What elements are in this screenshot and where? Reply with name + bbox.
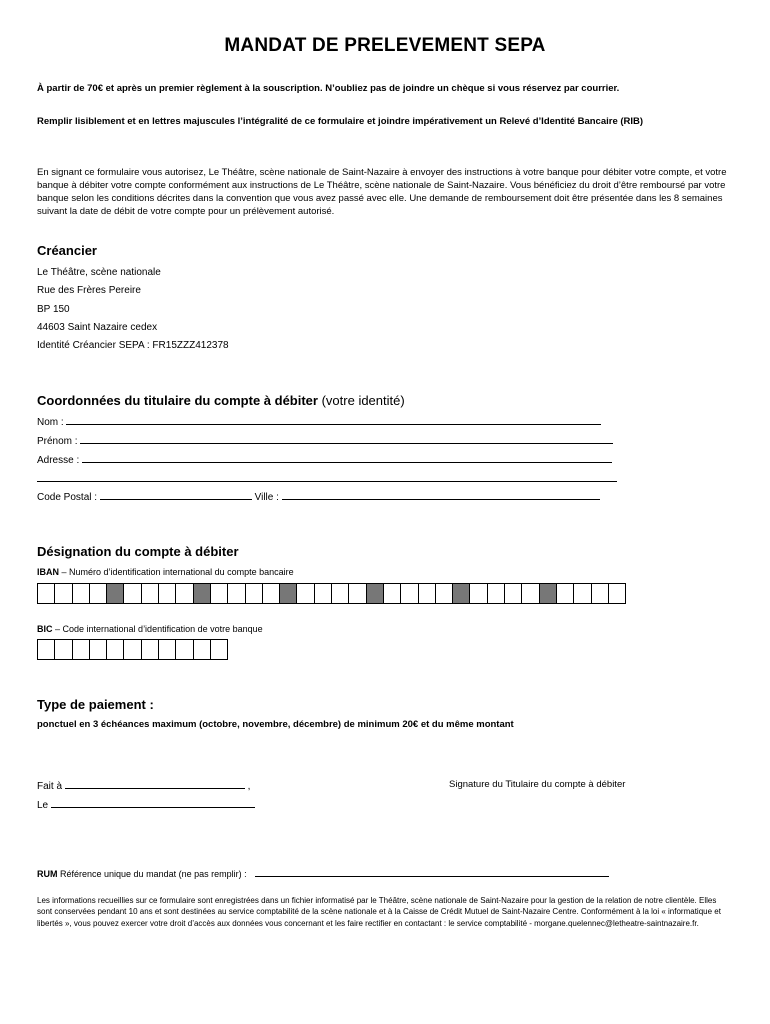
- iban-desc: – Numéro d’identification international du compte bancaire: [59, 567, 294, 577]
- adresse-field[interactable]: [82, 452, 612, 463]
- char-box[interactable]: [592, 584, 609, 603]
- creancier-line: 44603 Saint Nazaire cedex: [37, 321, 158, 333]
- char-box[interactable]: [401, 584, 418, 603]
- iban-separator-box: [540, 584, 557, 603]
- bic-desc: – Code international d’identification de votre banque: [52, 624, 263, 634]
- prenom-label: Prénom :: [37, 436, 78, 447]
- iban-input-grid[interactable]: [37, 583, 626, 604]
- char-box[interactable]: [263, 584, 280, 603]
- le-label: Le: [37, 800, 49, 811]
- ville-label: Ville :: [254, 492, 279, 503]
- ville-field[interactable]: [282, 489, 600, 500]
- creancier-heading: Créancier: [37, 243, 97, 258]
- iban-separator-box: [107, 584, 124, 603]
- char-box[interactable]: [297, 584, 314, 603]
- cp-ville-row: [37, 489, 600, 503]
- char-box[interactable]: [90, 584, 107, 603]
- titulaire-heading: [37, 393, 405, 408]
- char-box[interactable]: [332, 584, 349, 603]
- char-box[interactable]: [228, 584, 245, 603]
- char-box[interactable]: [574, 584, 591, 603]
- designation-heading: Désignation du compte à débiter: [37, 544, 239, 559]
- char-box[interactable]: [55, 640, 72, 659]
- char-box[interactable]: [488, 584, 505, 603]
- iban-caption: [37, 567, 294, 577]
- char-box[interactable]: [159, 640, 176, 659]
- intro-legal: En signant ce formulaire vous autorisez, Le Théâtre, scène nationale de Saint-Nazaire à envoyer des instructions à votre banque pour débiter votre compte, et votre banque à débiter votre compte conformément aux instructions de Le Théâtre, scène nationale de Saint-Nazaire. Vous bénéficiez du droit d’être remboursé par votre banque selon les conditions décrites dans la convention que vous avez passé avec elle. Une demande de remboursement doit être présentée dans les 8 semaines suivant la date de débit de votre compte pour un prélèvement autorisé.: [37, 167, 727, 217]
- char-box[interactable]: [107, 640, 124, 659]
- char-box[interactable]: [194, 640, 211, 659]
- creancier-line: Le Théâtre, scène nationale: [37, 267, 161, 278]
- char-box[interactable]: [470, 584, 487, 603]
- char-box[interactable]: [522, 584, 539, 603]
- bic-caption: [37, 624, 263, 634]
- creancier-address: [37, 264, 229, 355]
- page-title: MANDAT DE PRELEVEMENT SEPA: [224, 35, 546, 56]
- char-box[interactable]: [315, 584, 332, 603]
- char-box[interactable]: [73, 584, 90, 603]
- nom-label: Nom :: [37, 417, 64, 428]
- adresse-label: Adresse :: [37, 455, 80, 466]
- char-box[interactable]: [90, 640, 107, 659]
- char-box[interactable]: [124, 640, 141, 659]
- prenom-field[interactable]: [80, 433, 613, 444]
- char-box[interactable]: [211, 584, 228, 603]
- char-box[interactable]: [436, 584, 453, 603]
- code-postal-field[interactable]: [100, 489, 252, 500]
- char-box[interactable]: [419, 584, 436, 603]
- fait-row: [37, 778, 250, 792]
- iban-separator-box: [194, 584, 211, 603]
- bic-input-grid[interactable]: [37, 639, 228, 660]
- creancier-line: BP 150: [37, 303, 70, 315]
- char-box[interactable]: [142, 640, 159, 659]
- signature-label: Signature du Titulaire du compte à débiter: [449, 779, 626, 790]
- iban-separator-box: [280, 584, 297, 603]
- rum-label: RUM: [37, 869, 58, 879]
- char-box[interactable]: [55, 584, 72, 603]
- char-box[interactable]: [246, 584, 263, 603]
- iban-separator-box: [453, 584, 470, 603]
- char-box[interactable]: [159, 584, 176, 603]
- code-postal-label: Code Postal :: [37, 492, 98, 503]
- creancier-line: Identité Créancier SEPA : FR15ZZZ412378: [37, 340, 229, 352]
- nom-field[interactable]: [66, 414, 601, 425]
- adresse-row-2: [37, 471, 617, 485]
- titulaire-heading-main: Coordonnées du titulaire du compte à débiter: [37, 393, 318, 408]
- char-box[interactable]: [73, 640, 90, 659]
- paiement-text: ponctuel en 3 échéances maximum (octobre, novembre, décembre) de minimum 20€ et du même montant: [37, 719, 514, 730]
- titulaire-heading-suffix: (votre identité): [317, 393, 405, 408]
- nom-row: [37, 414, 601, 428]
- intro-instructions: Remplir lisiblement et en lettres majuscules l’intégralité de ce formulaire et joindre impérativement un Relevé d’Identité Bancaire (RIB): [37, 116, 644, 127]
- le-field[interactable]: [51, 797, 255, 808]
- footer-privacy: Les informations recueillies sur ce formulaire sont enregistrées dans un fichier informatisé par le Théâtre, scène nationale de Saint-Nazaire pour la gestion de la relation de notre clientèle. Elles sont conservées pendant 10 ans et sont destinées au service comptabilité de la scène nationale et à la Caisse de Crédit Mutuel de Saint-Nazaire Centre. Conformément à la loi « informatique et libertés », vous pouvez exercer votre droit d’accès aux données vous concernant et les faire rectifier en contactant : le service comptabilité - morgane.quelennec@letheatre-saintnazaire.fr.: [37, 896, 721, 928]
- char-box[interactable]: [505, 584, 522, 603]
- char-box[interactable]: [176, 584, 193, 603]
- fait-field[interactable]: [65, 778, 245, 789]
- char-box[interactable]: [384, 584, 401, 603]
- iban-label: IBAN: [37, 567, 59, 577]
- rum-desc: Référence unique du mandat (ne pas remplir) :: [57, 869, 247, 879]
- adresse-field-2[interactable]: [37, 471, 617, 482]
- rum-row: [37, 868, 609, 879]
- adresse-row: [37, 452, 612, 466]
- fait-comma: ,: [247, 781, 251, 792]
- prenom-row: [37, 433, 613, 447]
- le-row: [37, 797, 255, 811]
- char-box[interactable]: [609, 584, 626, 603]
- char-box[interactable]: [38, 584, 55, 603]
- iban-separator-box: [367, 584, 384, 603]
- char-box[interactable]: [142, 584, 159, 603]
- paiement-heading: Type de paiement :: [37, 697, 154, 712]
- creancier-line: Rue des Frères Pereire: [37, 285, 141, 297]
- char-box[interactable]: [557, 584, 574, 603]
- char-box[interactable]: [349, 584, 366, 603]
- rum-field[interactable]: [255, 868, 609, 877]
- char-box[interactable]: [124, 584, 141, 603]
- intro-deposit: À partir de 70€ et après un premier règlement à la souscription. N’oubliez pas de joindre un chèque si vous réservez par courrier.: [37, 83, 620, 94]
- fait-label: Fait à: [37, 781, 63, 792]
- bic-label: BIC: [37, 624, 53, 634]
- char-box[interactable]: [211, 640, 228, 659]
- char-box[interactable]: [38, 640, 55, 659]
- char-box[interactable]: [176, 640, 193, 659]
